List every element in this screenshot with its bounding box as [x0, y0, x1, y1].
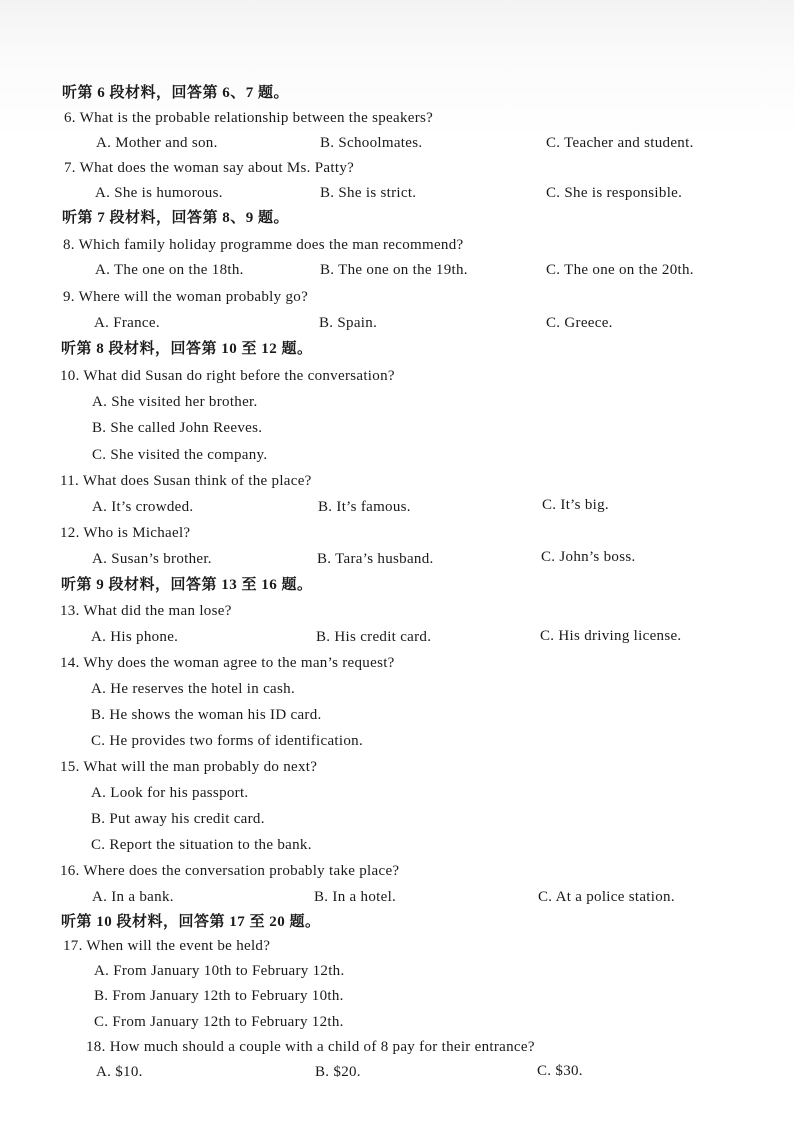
option-a: A. Mother and son.	[96, 135, 218, 151]
option-b: B. He shows the woman his ID card.	[91, 707, 322, 723]
option-b: B. It’s famous.	[318, 499, 411, 515]
option-b: B. Tara’s husband.	[317, 551, 434, 567]
option-c: C. The one on the 20th.	[546, 262, 694, 278]
option-b: B. In a hotel.	[314, 889, 397, 905]
question-stem: 16. Where does the conversation probably take place?	[60, 863, 400, 879]
option-c: C. John’s boss.	[541, 549, 636, 565]
question-stem: 7. What does the woman say about Ms. Patty?	[64, 160, 355, 176]
option-b: B. $20.	[315, 1064, 361, 1080]
option-c: C. Report the situation to the bank.	[91, 837, 312, 853]
option-c: C. She is responsible.	[546, 185, 683, 201]
question-stem: 18. How much should a couple with a child of 8 pay for their entrance?	[86, 1039, 535, 1055]
option-c: C. Teacher and student.	[546, 135, 694, 151]
option-b: B. She is strict.	[320, 185, 417, 201]
question-stem: 13. What did the man lose?	[60, 603, 232, 619]
option-a: A. He reserves the hotel in cash.	[91, 681, 295, 697]
option-c: C. She visited the company.	[92, 447, 268, 463]
option-a: A. She is humorous.	[95, 185, 223, 201]
option-a: A. From January 10th to February 12th.	[94, 963, 345, 979]
option-a: A. France.	[94, 315, 160, 331]
option-a: A. She visited her brother.	[92, 394, 258, 410]
question-stem: 8. Which family holiday programme does the man recommend?	[63, 237, 464, 253]
question-stem: 14. Why does the woman agree to the man’s request?	[60, 655, 395, 671]
option-c: C. $30.	[537, 1063, 583, 1079]
option-b: B. His credit card.	[316, 629, 432, 645]
option-a: A. It’s crowded.	[92, 499, 194, 515]
option-c: C. His driving license.	[540, 628, 682, 644]
question-stem: 17. When will the event be held?	[63, 938, 271, 954]
question-stem: 10. What did Susan do right before the conversation?	[60, 368, 395, 384]
section-header: 听第 9 段材料，回答第 13 至 16 题。	[61, 577, 313, 593]
option-b: B. Put away his credit card.	[91, 811, 265, 827]
option-a: A. Look for his passport.	[91, 785, 249, 801]
option-c: C. From January 12th to February 12th.	[94, 1014, 344, 1030]
section-header: 听第 6 段材料，回答第 6、7 题。	[62, 85, 290, 101]
option-a: A. His phone.	[91, 629, 179, 645]
section-header: 听第 10 段材料，回答第 17 至 20 题。	[61, 914, 321, 930]
option-b: B. She called John Reeves.	[92, 420, 263, 436]
option-a: A. Susan’s brother.	[92, 551, 212, 567]
option-c: C. He provides two forms of identification.	[91, 733, 364, 749]
option-b: B. From January 12th to February 10th.	[94, 988, 344, 1004]
question-stem: 11. What does Susan think of the place?	[60, 473, 312, 489]
section-header: 听第 7 段材料，回答第 8、9 题。	[62, 210, 290, 226]
question-stem: 9. Where will the woman probably go?	[63, 289, 309, 305]
option-c: C. Greece.	[546, 315, 613, 331]
question-stem: 6. What is the probable relationship between the speakers?	[64, 110, 434, 126]
option-b: B. Spain.	[319, 315, 378, 331]
option-a: A. In a bank.	[92, 889, 174, 905]
section-header: 听第 8 段材料，回答第 10 至 12 题。	[61, 341, 313, 357]
option-b: B. Schoolmates.	[320, 135, 423, 151]
question-stem: 15. What will the man probably do next?	[60, 759, 318, 775]
option-b: B. The one on the 19th.	[320, 262, 468, 278]
option-a: A. $10.	[96, 1064, 143, 1080]
option-a: A. The one on the 18th.	[95, 262, 244, 278]
option-c: C. At a police station.	[538, 889, 675, 905]
option-c: C. It’s big.	[542, 497, 609, 513]
question-stem: 12. Who is Michael?	[60, 525, 191, 541]
